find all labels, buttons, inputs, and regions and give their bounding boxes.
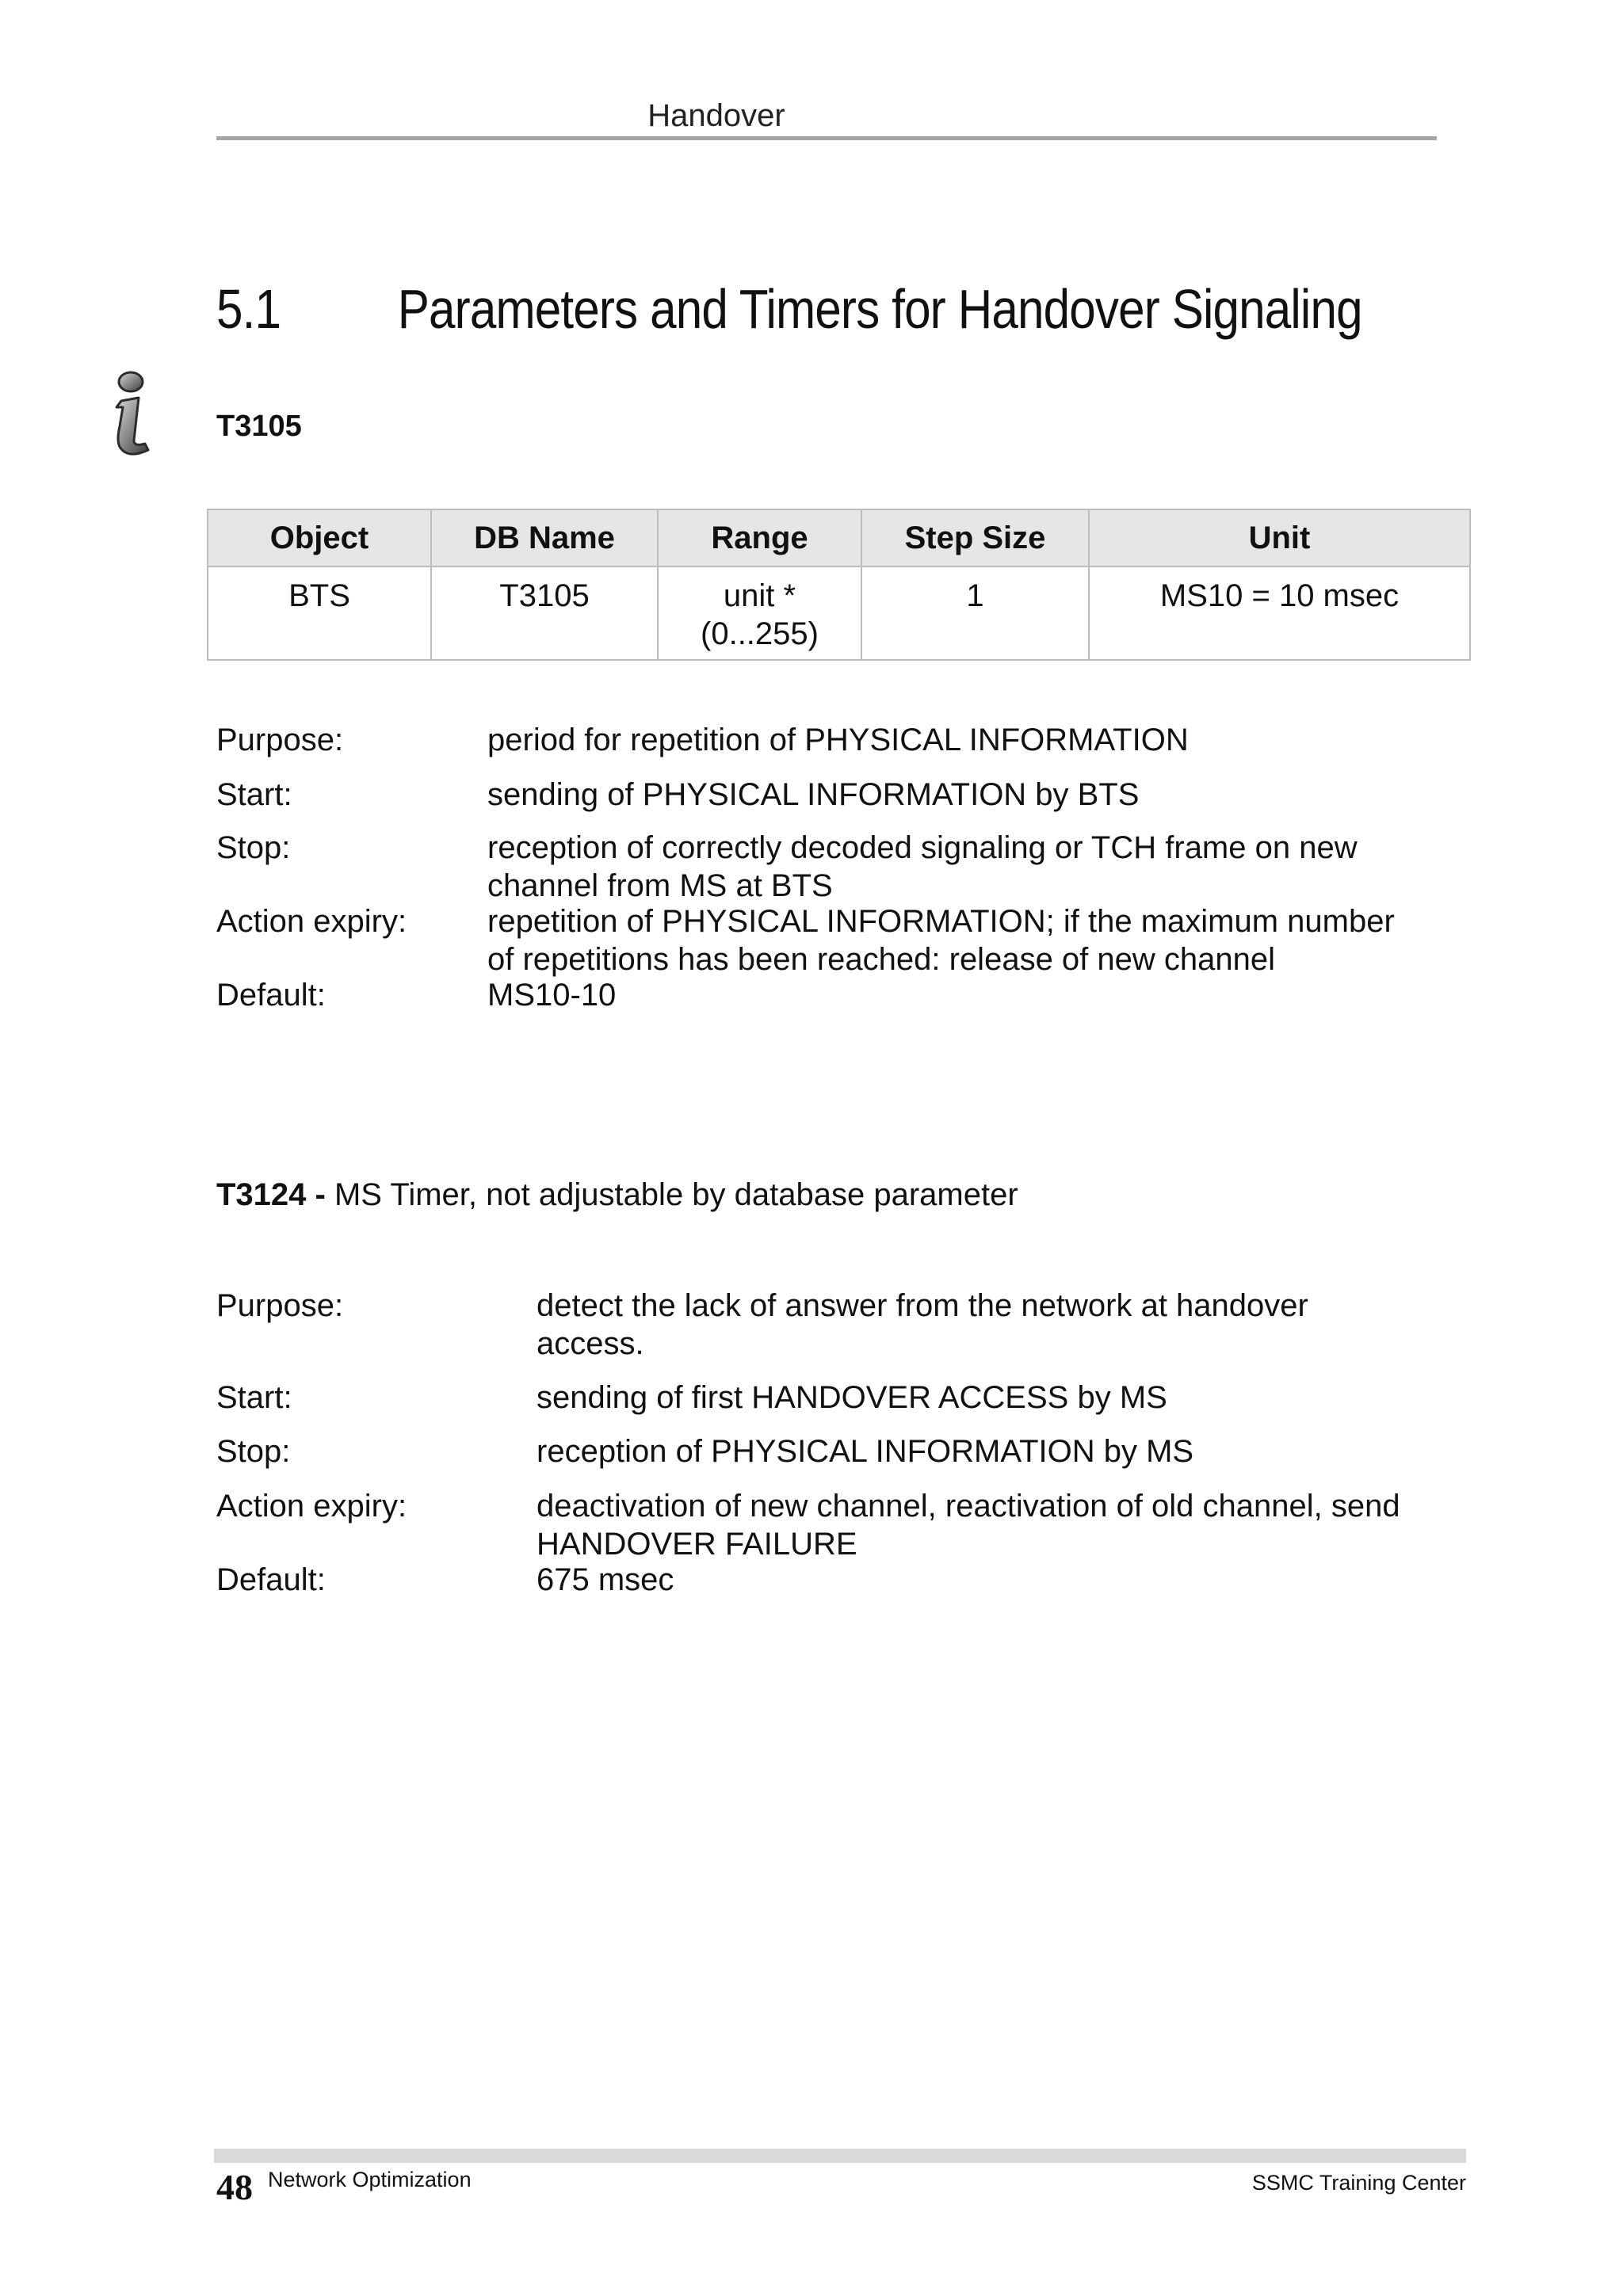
definition-row [216,721,1623,776]
definition-row [216,1432,1567,1487]
table-cell: 1 [861,566,1089,660]
definition-row [216,1561,1567,1599]
definition-label: Action expiry: [216,904,407,939]
definition-row [216,976,1623,1014]
page-header-title: Handover [647,98,785,133]
section-title: Parameters and Timers for Handover Signaling [397,278,1362,340]
definition-row [216,1379,1567,1432]
definition-row [216,902,1623,976]
table-cell: T3105 [431,566,658,660]
definition-value: deactivation of new channel, reactivation of old channel, send HANDOVER FAILURE [537,1489,1400,1562]
info-icon [107,371,159,458]
definition-row [216,829,1623,902]
definition-row [216,1287,1567,1379]
definition-value: reception of correctly decoded signaling or TCH frame on new channel from MS at BTS [487,830,1358,903]
definition-label: Default: [216,1562,326,1597]
column-header: DB Name [431,509,658,566]
t3124-heading [216,1177,1018,1213]
t3124-label: T3124 - [216,1177,326,1212]
table-cell: unit * (0...255) [658,566,861,660]
table-row [208,566,1470,660]
definition-value: 675 msec [537,1562,674,1597]
column-header: Range [658,509,861,566]
footer-bar [214,2149,1466,2163]
footer-organization: SSMC Training Center [1251,2171,1466,2195]
definition-value: repetition of PHYSICAL INFORMATION; if the maximum number of repetitions has been reached: release of new channel [487,904,1395,977]
definition-value: detect the lack of answer from the network at handover access. [537,1288,1308,1361]
definition-value: sending of first HANDOVER ACCESS by MS [537,1380,1167,1415]
column-header: Step Size [861,509,1089,566]
column-header: Object [208,509,431,566]
t3124-description: MS Timer, not adjustable by database parameter [325,1177,1018,1212]
table-header-row [208,509,1470,566]
table-cell: MS10 = 10 msec [1089,566,1470,660]
t3105-label: T3105 [216,410,302,443]
definition-label: Default: [216,978,326,1013]
definition-value: reception of PHYSICAL INFORMATION by MS [537,1434,1194,1469]
section-heading [216,277,1362,341]
column-header: Unit [1089,509,1470,566]
footer-document-title: Network Optimization [268,2168,472,2191]
definition-row [216,1487,1567,1561]
table-cell: BTS [208,566,431,660]
t3105-parameter-table [207,509,1471,661]
definition-value: period for repetition of PHYSICAL INFORMATION [487,723,1189,757]
definition-row [216,776,1623,829]
definition-value: MS10-10 [487,978,617,1013]
definition-label: Purpose: [216,1288,344,1323]
t3105-definition-list [216,721,1623,1014]
definition-label: Purpose: [216,723,344,757]
t3124-definition-list [216,1287,1567,1599]
definition-label: Stop: [216,830,291,865]
definition-value: sending of PHYSICAL INFORMATION by BTS [487,777,1140,812]
section-number: 5.1 [216,278,281,340]
header-rule [216,136,1437,140]
page-number: 48 [216,2167,253,2207]
definition-label: Action expiry: [216,1489,407,1524]
definition-label: Stop: [216,1434,291,1469]
definition-label: Start: [216,1380,292,1415]
definition-label: Start: [216,777,292,812]
